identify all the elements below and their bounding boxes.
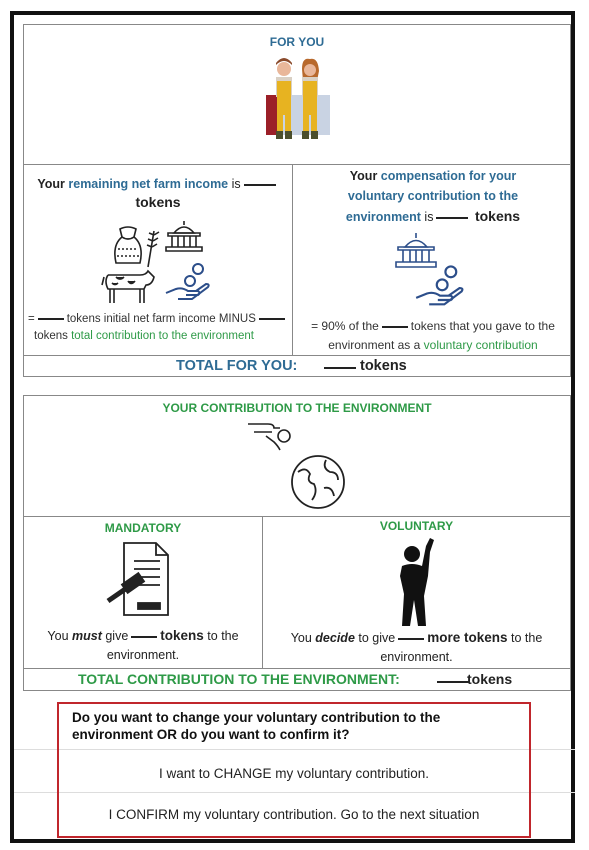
remaining-mid: is [231, 177, 241, 191]
gavel-document-icon [104, 539, 184, 619]
farmers-icon [264, 55, 332, 143]
for-you-panel [23, 24, 571, 377]
remaining-unit: tokens [135, 194, 181, 210]
hand-coin-icon [414, 263, 466, 311]
total-for-you-unit: tokens [360, 358, 407, 374]
mandatory-text-you: You [47, 629, 69, 643]
remaining-formula-eq: = [28, 313, 35, 325]
compensation-formula-env: environment as a [328, 338, 421, 352]
remaining-formula-unit: tokens [34, 330, 68, 342]
voluntary-text [263, 628, 570, 667]
mandatory-text-unit: tokens [160, 628, 204, 643]
voluntary-text-decide: decide [315, 631, 355, 645]
globe-icon [288, 452, 348, 512]
compensation-formula-eq: = 90% of the [311, 319, 379, 333]
remaining-formula-highlight: total contribution to the environment [71, 330, 254, 342]
mandatory-text-must: must [72, 629, 102, 643]
mandatory-title: MANDATORY [104, 521, 182, 535]
remaining-highlight: remaining net farm income [68, 177, 229, 191]
for-you-title: FOR YOU [269, 35, 325, 49]
compensation-mid: is [424, 210, 434, 224]
voluntary-text-unit: more tokens [427, 630, 508, 645]
hand-coin-drop-icon [246, 418, 296, 452]
total-contribution-unit: tokens [467, 671, 513, 687]
remaining-formula [28, 311, 290, 345]
total-for-you-label: TOTAL FOR YOU: [176, 358, 298, 374]
remaining-formula-mid: tokens initial net farm income MINUS [66, 313, 256, 325]
mandatory-text-to: to the [207, 629, 239, 643]
voluntary-text-give: to give [358, 631, 396, 645]
question-line-2: environment OR do you want to confirm it? [72, 727, 350, 742]
government-building-icon [164, 219, 204, 253]
question-line-1: Do you want to change your voluntary contribution to the [72, 710, 441, 725]
compensation-prefix: Your [349, 169, 378, 183]
raised-hand-person-icon [396, 536, 436, 628]
remaining-prefix: Your [37, 177, 65, 191]
compensation-unit: tokens [474, 208, 521, 224]
voluntary-text-env: environment. [380, 650, 453, 664]
confirm-contribution-button[interactable]: I CONFIRM my voluntary contribution. Go to the next situation [108, 807, 480, 822]
grain-sack-icon [110, 223, 160, 269]
compensation-formula-highlight: voluntary contribution [423, 338, 538, 352]
compensation-highlight-3: environment [345, 210, 421, 224]
mandatory-text-give: give [105, 629, 129, 643]
compensation-formula-mid: tokens that you gave to the [410, 319, 555, 333]
question-text [72, 709, 440, 743]
mandatory-text-env: environment. [106, 648, 180, 662]
compensation-text [296, 166, 570, 227]
question-panel [57, 702, 531, 838]
contribution-panel [23, 395, 571, 691]
hand-coin-icon [164, 261, 212, 305]
voluntary-text-you: You [290, 631, 312, 645]
compensation-formula [296, 317, 570, 355]
voluntary-text-to: to the [511, 631, 543, 645]
compensation-highlight-1: compensation for your [380, 169, 517, 183]
remaining-income-text [24, 175, 292, 212]
mandatory-text [24, 626, 262, 665]
contribution-title: YOUR CONTRIBUTION TO THE ENVIRONMENT [162, 401, 432, 415]
cow-icon [100, 267, 156, 305]
change-contribution-button[interactable]: I want to CHANGE my voluntary contribution. [158, 766, 430, 781]
compensation-highlight-2: voluntary contribution to the [347, 189, 519, 203]
total-contribution-label: TOTAL CONTRIBUTION TO THE ENVIRONMENT: [78, 671, 400, 687]
voluntary-title: VOLUNTARY [379, 519, 454, 533]
